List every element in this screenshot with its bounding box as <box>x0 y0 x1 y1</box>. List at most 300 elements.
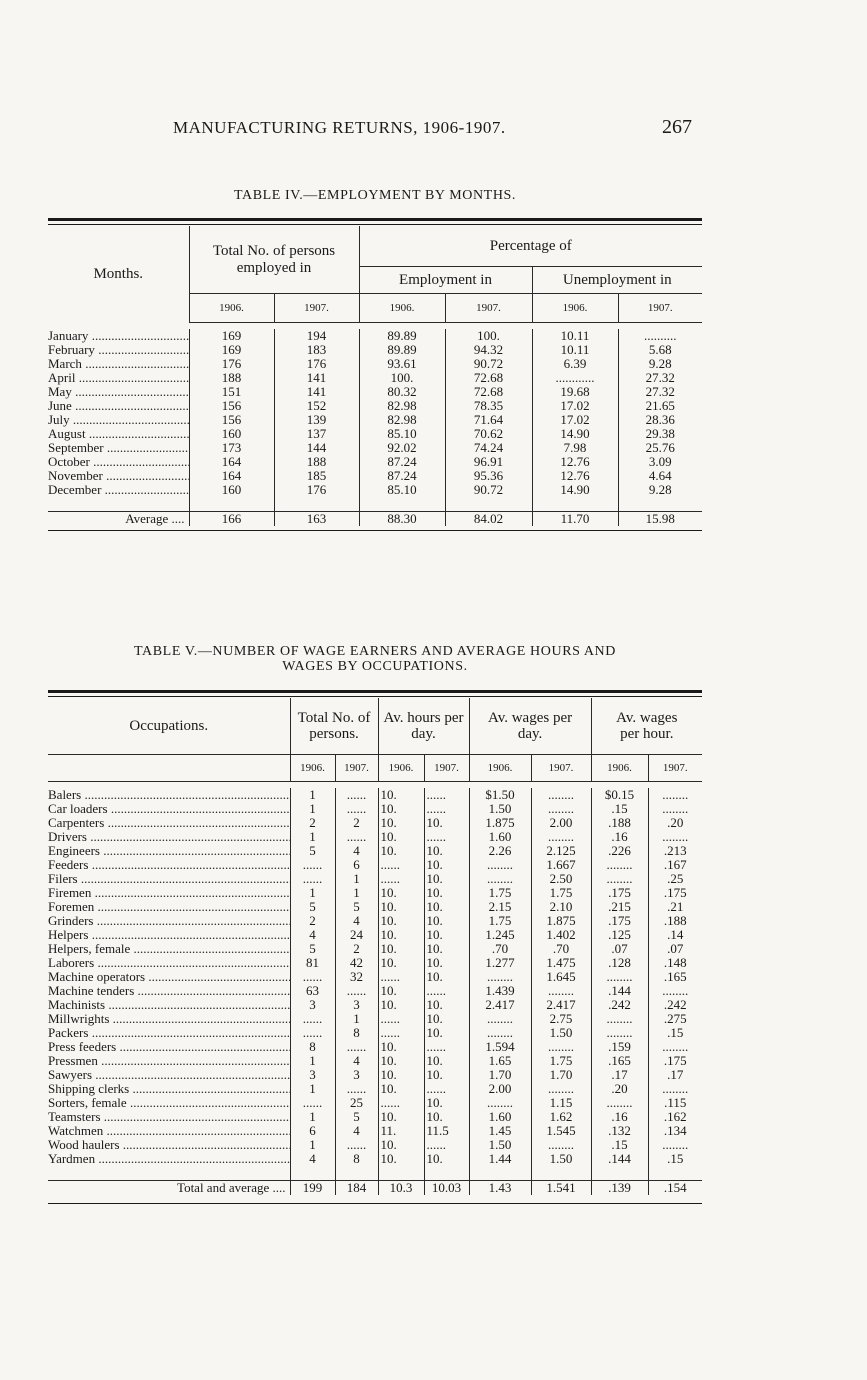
hours-1906-cell: 10. <box>378 886 424 900</box>
wages-day-1907-cell: 1.75 <box>531 886 591 900</box>
wages-day-1906-cell: 1.65 <box>469 1054 531 1068</box>
employment-1907-cell: 94.32 <box>445 343 532 357</box>
year-header: 1906. <box>591 755 648 782</box>
wages-day-1907-cell: 1.875 <box>531 914 591 928</box>
col-wages-per-hour: Av. wages per hour. <box>591 698 702 755</box>
persons-1907-cell: 8 <box>335 1152 378 1166</box>
wages-day-1907-cell: 1.75 <box>531 1054 591 1068</box>
wages-hour-1906-cell: .125 <box>591 928 648 942</box>
year-header: 1907. <box>424 755 469 782</box>
wages-day-1907-cell: 1.15 <box>531 1096 591 1110</box>
employment-1906-cell: 92.02 <box>359 441 445 455</box>
wages-hour-1907-cell: .242 <box>648 998 702 1012</box>
occupation-row <box>48 1138 702 1152</box>
wages-hour-1907-cell: .15 <box>648 1026 702 1040</box>
unemployment-1907-cell: 3.09 <box>618 455 702 469</box>
hours-1906-cell: 10. <box>378 942 424 956</box>
month-row <box>48 357 702 371</box>
wages-hour-1906-cell: ........ <box>591 1026 648 1040</box>
hours-1907-cell: 10. <box>424 1096 469 1110</box>
persons-1907-cell: ...... <box>335 802 378 816</box>
occupation-name: Car loaders ..... <box>48 802 290 816</box>
occupation-row <box>48 844 702 858</box>
persons-1907-cell: 5 <box>335 1110 378 1124</box>
wages-day-1906-cell: 2.00 <box>469 1082 531 1096</box>
table4-top-rule <box>48 218 702 221</box>
persons-1906-cell: 2 <box>290 914 335 928</box>
occupation-row <box>48 802 702 816</box>
occupation-row <box>48 886 702 900</box>
wages-day-1907-cell: 1.70 <box>531 1068 591 1082</box>
month-name: May ..... <box>48 385 189 399</box>
occupation-name: Yardmen ..... <box>48 1152 290 1166</box>
occupation-name: Foremen ..... <box>48 900 290 914</box>
wages-hour-1907-cell: .167 <box>648 858 702 872</box>
running-title: MANUFACTURING RETURNS, 1906-1907. <box>173 118 506 137</box>
persons-1907-cell: ...... <box>335 788 378 802</box>
wages-hour-1907-cell: .134 <box>648 1124 702 1138</box>
employment-1906-cell: 85.10 <box>359 427 445 441</box>
persons-1906-cell: 5 <box>290 900 335 914</box>
persons-1906-cell: 8 <box>290 1040 335 1054</box>
average-total-1906: 166 <box>189 512 274 527</box>
occupation-row <box>48 928 702 942</box>
wages-hour-1907-cell: .15 <box>648 1152 702 1166</box>
occupation-name: Grinders ..... <box>48 914 290 928</box>
persons-1906-cell: 4 <box>290 928 335 942</box>
total-1906-cell: 156 <box>189 399 274 413</box>
wages-hour-1906-cell: .144 <box>591 1152 648 1166</box>
wages-day-1907-cell: 2.10 <box>531 900 591 914</box>
wages-hour-1907-cell: .14 <box>648 928 702 942</box>
unemployment-1907-cell: 29.38 <box>618 427 702 441</box>
wages-hour-1906-cell: ........ <box>591 1096 648 1110</box>
occupation-name: Teamsters ..... <box>48 1110 290 1124</box>
total-wages-day-1907: 1.541 <box>531 1181 591 1196</box>
wages-hour-1906-cell: .215 <box>591 900 648 914</box>
wages-day-1906-cell: 1.875 <box>469 816 531 830</box>
wages-hour-1907-cell: .165 <box>648 970 702 984</box>
year-header: 1906. <box>378 755 424 782</box>
wages-day-1907-cell: 1.645 <box>531 970 591 984</box>
wages-hour-1907-cell: ........ <box>648 788 702 802</box>
wages-hour-1906-cell: $0.15 <box>591 788 648 802</box>
table5 <box>48 698 702 1204</box>
wages-hour-1907-cell: .275 <box>648 1012 702 1026</box>
col-total-persons: Total No. of persons. <box>290 698 378 755</box>
persons-1907-cell: ...... <box>335 1040 378 1054</box>
wages-hour-1906-cell: .15 <box>591 1138 648 1152</box>
unemployment-1906-cell: 14.90 <box>532 427 618 441</box>
month-row <box>48 483 702 497</box>
col-percentage: Percentage of <box>359 226 702 267</box>
hours-1907-cell: 10. <box>424 1068 469 1082</box>
wages-hour-1907-cell: .148 <box>648 956 702 970</box>
wages-day-1907-cell: 1.475 <box>531 956 591 970</box>
employment-1907-cell: 71.64 <box>445 413 532 427</box>
hours-1906-cell: 10. <box>378 1138 424 1152</box>
occupation-row <box>48 914 702 928</box>
hours-1907-cell: ...... <box>424 788 469 802</box>
occupation-row <box>48 998 702 1012</box>
wages-hour-1907-cell: ........ <box>648 1138 702 1152</box>
wages-day-1907-cell: ........ <box>531 830 591 844</box>
hours-1906-cell: ...... <box>378 1026 424 1040</box>
wages-day-1906-cell: 1.60 <box>469 1110 531 1124</box>
unemployment-1906-cell: 7.98 <box>532 441 618 455</box>
table4 <box>48 226 702 531</box>
unemployment-1907-cell: .......... <box>618 329 702 343</box>
col-occupations: Occupations. <box>129 717 209 734</box>
persons-1907-cell: ...... <box>335 1082 378 1096</box>
wages-hour-1906-cell: .175 <box>591 886 648 900</box>
persons-1906-cell: ...... <box>290 1096 335 1110</box>
persons-1907-cell: 4 <box>335 844 378 858</box>
unemployment-1906-cell: 10.11 <box>532 343 618 357</box>
employment-1906-cell: 87.24 <box>359 469 445 483</box>
occupation-name: Filers ..... <box>48 872 290 886</box>
unemployment-1907-cell: 27.32 <box>618 371 702 385</box>
running-head <box>0 116 867 146</box>
wages-hour-1906-cell: .188 <box>591 816 648 830</box>
hours-1906-cell: 10. <box>378 816 424 830</box>
unemployment-1907-cell: 5.68 <box>618 343 702 357</box>
persons-1906-cell: 6 <box>290 1124 335 1138</box>
month-name: January ..... <box>48 329 189 343</box>
persons-1906-cell: ...... <box>290 1012 335 1026</box>
occupation-row <box>48 1082 702 1096</box>
wages-hour-1906-cell: ........ <box>591 858 648 872</box>
hours-1906-cell: 10. <box>378 998 424 1012</box>
employment-1907-cell: 74.24 <box>445 441 532 455</box>
wages-hour-1907-cell: .21 <box>648 900 702 914</box>
employment-1906-cell: 87.24 <box>359 455 445 469</box>
wages-hour-1906-cell: .242 <box>591 998 648 1012</box>
hours-1907-cell: ...... <box>424 984 469 998</box>
hours-1907-cell: ...... <box>424 1138 469 1152</box>
occupation-row <box>48 1110 702 1124</box>
hours-1907-cell: 10. <box>424 1012 469 1026</box>
occupation-row <box>48 1026 702 1040</box>
persons-1906-cell: 1 <box>290 1082 335 1096</box>
hours-1906-cell: 10. <box>378 788 424 802</box>
wages-hour-1907-cell: .20 <box>648 816 702 830</box>
year-header: 1907. <box>335 755 378 782</box>
average-unemployment-1906: 11.70 <box>532 512 618 527</box>
wages-day-1907-cell: 2.50 <box>531 872 591 886</box>
unemployment-1907-cell: 27.32 <box>618 385 702 399</box>
persons-1907-cell: 6 <box>335 858 378 872</box>
hours-1907-cell: 10. <box>424 1110 469 1124</box>
col-total-persons: Total No. of persons employed in <box>189 226 359 294</box>
month-name: July ..... <box>48 413 189 427</box>
total-1906-cell: 156 <box>189 413 274 427</box>
hours-1907-cell: 10. <box>424 1152 469 1166</box>
hours-1907-cell: 10. <box>424 928 469 942</box>
persons-1906-cell: 1 <box>290 1110 335 1124</box>
table4-top-rule-thin <box>48 224 702 225</box>
year-header: 1907. <box>274 294 359 323</box>
occupation-name: Sorters, female ..... <box>48 1096 290 1110</box>
total-1907-cell: 141 <box>274 371 359 385</box>
total-1906-cell: 176 <box>189 357 274 371</box>
persons-1906-cell: ...... <box>290 1026 335 1040</box>
month-name: April ..... <box>48 371 189 385</box>
wages-day-1906-cell: ........ <box>469 872 531 886</box>
average-unemployment-1907: 15.98 <box>618 512 702 527</box>
wages-day-1906-cell: 2.26 <box>469 844 531 858</box>
occupation-name: Packers ..... <box>48 1026 290 1040</box>
persons-1906-cell: 5 <box>290 942 335 956</box>
wages-hour-1906-cell: .144 <box>591 984 648 998</box>
month-name: October ..... <box>48 455 189 469</box>
year-header: 1906. <box>359 294 445 323</box>
occupation-name: Machine tenders ..... <box>48 984 290 998</box>
wages-day-1906-cell: 1.594 <box>469 1040 531 1054</box>
month-name: November ..... <box>48 469 189 483</box>
wages-day-1906-cell: 1.439 <box>469 984 531 998</box>
month-row <box>48 413 702 427</box>
hours-1907-cell: 11.5 <box>424 1124 469 1138</box>
year-header: 1906. <box>532 294 618 323</box>
wages-day-1907-cell: ........ <box>531 1040 591 1054</box>
total-1907-cell: 188 <box>274 455 359 469</box>
month-row <box>48 469 702 483</box>
total-1906-cell: 164 <box>189 469 274 483</box>
hours-1907-cell: 10. <box>424 942 469 956</box>
wages-hour-1906-cell: .07 <box>591 942 648 956</box>
wages-hour-1906-cell: ........ <box>591 1012 648 1026</box>
persons-1907-cell: 24 <box>335 928 378 942</box>
occupation-row <box>48 1152 702 1166</box>
hours-1907-cell: 10. <box>424 900 469 914</box>
table5-top-rule <box>48 690 702 693</box>
occupation-name: Wood haulers ..... <box>48 1138 290 1152</box>
total-1906-cell: 164 <box>189 455 274 469</box>
unemployment-1906-cell: 17.02 <box>532 399 618 413</box>
total-wages-day-1906: 1.43 <box>469 1181 531 1196</box>
wages-hour-1906-cell: .128 <box>591 956 648 970</box>
unemployment-1906-cell: 10.11 <box>532 329 618 343</box>
persons-1906-cell: 63 <box>290 984 335 998</box>
total-1907-cell: 176 <box>274 357 359 371</box>
unemployment-1907-cell: 9.28 <box>618 483 702 497</box>
hours-1906-cell: 10. <box>378 900 424 914</box>
total-1906-cell: 169 <box>189 329 274 343</box>
employment-1907-cell: 96.91 <box>445 455 532 469</box>
unemployment-1906-cell: 14.90 <box>532 483 618 497</box>
wages-hour-1906-cell: .20 <box>591 1082 648 1096</box>
total-1907-cell: 141 <box>274 385 359 399</box>
occupation-name: Helpers ..... <box>48 928 290 942</box>
table4-title: TABLE IV.—EMPLOYMENT BY MONTHS. <box>233 188 517 203</box>
wages-day-1907-cell: ........ <box>531 1138 591 1152</box>
year-header: 1907. <box>618 294 702 323</box>
occupation-row <box>48 858 702 872</box>
total-1907-cell: 176 <box>274 483 359 497</box>
unemployment-1907-cell: 4.64 <box>618 469 702 483</box>
hours-1906-cell: 10. <box>378 1152 424 1166</box>
hours-1907-cell: ...... <box>424 1040 469 1054</box>
wages-day-1906-cell: ........ <box>469 1026 531 1040</box>
total-1907-cell: 185 <box>274 469 359 483</box>
month-row <box>48 371 702 385</box>
wages-day-1907-cell: 1.62 <box>531 1110 591 1124</box>
occupation-row <box>48 816 702 830</box>
total-1906-cell: 151 <box>189 385 274 399</box>
employment-1906-cell: 82.98 <box>359 413 445 427</box>
hours-1906-cell: ...... <box>378 858 424 872</box>
employment-1906-cell: 82.98 <box>359 399 445 413</box>
wages-hour-1907-cell: .175 <box>648 1054 702 1068</box>
wages-day-1907-cell: 2.125 <box>531 844 591 858</box>
month-name: March ..... <box>48 357 189 371</box>
hours-1907-cell: 10. <box>424 844 469 858</box>
unemployment-1907-cell: 21.65 <box>618 399 702 413</box>
wages-hour-1907-cell: .162 <box>648 1110 702 1124</box>
wages-hour-1906-cell: .132 <box>591 1124 648 1138</box>
year-header: 1906. <box>469 755 531 782</box>
col-months: Months. <box>93 265 144 282</box>
persons-1906-cell: ...... <box>290 858 335 872</box>
occupation-name: Watchmen ..... <box>48 1124 290 1138</box>
table5-title-line2: WAGES BY OCCUPATIONS. <box>282 659 468 674</box>
wages-hour-1906-cell: .15 <box>591 802 648 816</box>
wages-day-1906-cell: $1.50 <box>469 788 531 802</box>
occupation-row <box>48 1040 702 1054</box>
persons-1907-cell: 1 <box>335 1012 378 1026</box>
col-employment: Employment in <box>359 267 532 294</box>
average-label: Average .... <box>48 512 189 527</box>
persons-1907-cell: 5 <box>335 900 378 914</box>
hours-1906-cell: 10. <box>378 956 424 970</box>
employment-1907-cell: 72.68 <box>445 371 532 385</box>
persons-1907-cell: 4 <box>335 1054 378 1068</box>
table5-title-line1: TABLE V.—NUMBER OF WAGE EARNERS AND AVERAGE HOURS AND <box>134 644 616 659</box>
employment-1906-cell: 100. <box>359 371 445 385</box>
month-row <box>48 329 702 343</box>
wages-hour-1907-cell: .07 <box>648 942 702 956</box>
month-name: June ..... <box>48 399 189 413</box>
wages-hour-1906-cell: .17 <box>591 1068 648 1082</box>
wages-day-1906-cell: 1.45 <box>469 1124 531 1138</box>
wages-day-1906-cell: ........ <box>469 858 531 872</box>
total-1907-cell: 194 <box>274 329 359 343</box>
unemployment-1907-cell: 28.36 <box>618 413 702 427</box>
occupation-row <box>48 872 702 886</box>
wages-day-1907-cell: 2.00 <box>531 816 591 830</box>
employment-1907-cell: 70.62 <box>445 427 532 441</box>
wages-day-1907-cell: 1.545 <box>531 1124 591 1138</box>
col-hours-per-day: Av. hours per day. <box>378 698 469 755</box>
wages-hour-1907-cell: .213 <box>648 844 702 858</box>
persons-1906-cell: 3 <box>290 998 335 1012</box>
total-1907-cell: 152 <box>274 399 359 413</box>
persons-1907-cell: 8 <box>335 1026 378 1040</box>
occupation-name: Helpers, female ..... <box>48 942 290 956</box>
wages-hour-1907-cell: .115 <box>648 1096 702 1110</box>
hours-1906-cell: 10. <box>378 844 424 858</box>
persons-1907-cell: 2 <box>335 816 378 830</box>
employment-1907-cell: 72.68 <box>445 385 532 399</box>
table5-total-row <box>48 1181 702 1196</box>
hours-1906-cell: 11. <box>378 1124 424 1138</box>
total-1906-cell: 188 <box>189 371 274 385</box>
hours-1907-cell: 10. <box>424 816 469 830</box>
hours-1907-cell: 10. <box>424 970 469 984</box>
wages-day-1907-cell: ........ <box>531 802 591 816</box>
unemployment-1907-cell: 9.28 <box>618 357 702 371</box>
table5-title <box>48 644 702 674</box>
total-1906-cell: 160 <box>189 427 274 441</box>
month-row <box>48 441 702 455</box>
wages-hour-1906-cell: .159 <box>591 1040 648 1054</box>
hours-1907-cell: 10. <box>424 1026 469 1040</box>
occupation-row <box>48 942 702 956</box>
wages-day-1907-cell: 2.75 <box>531 1012 591 1026</box>
persons-1906-cell: 1 <box>290 1054 335 1068</box>
hours-1906-cell: ...... <box>378 970 424 984</box>
wages-day-1907-cell: 1.50 <box>531 1026 591 1040</box>
month-row <box>48 385 702 399</box>
employment-1906-cell: 85.10 <box>359 483 445 497</box>
occupation-name: Sawyers ..... <box>48 1068 290 1082</box>
employment-1906-cell: 93.61 <box>359 357 445 371</box>
wages-day-1906-cell: ........ <box>469 1012 531 1026</box>
employment-1907-cell: 90.72 <box>445 357 532 371</box>
occupation-name: Pressmen ..... <box>48 1054 290 1068</box>
wages-hour-1907-cell: ........ <box>648 1082 702 1096</box>
persons-1907-cell: ...... <box>335 830 378 844</box>
page-number: 267 <box>662 116 692 138</box>
total-persons-1907: 184 <box>335 1181 378 1196</box>
persons-1907-cell: 42 <box>335 956 378 970</box>
occupation-row <box>48 984 702 998</box>
occupation-row <box>48 900 702 914</box>
month-row <box>48 399 702 413</box>
employment-1906-cell: 89.89 <box>359 343 445 357</box>
persons-1907-cell: 25 <box>335 1096 378 1110</box>
wages-hour-1906-cell: ........ <box>591 970 648 984</box>
hours-1906-cell: 10. <box>378 914 424 928</box>
average-employment-1907: 84.02 <box>445 512 532 527</box>
employment-1907-cell: 100. <box>445 329 532 343</box>
occupation-row <box>48 956 702 970</box>
persons-1907-cell: 4 <box>335 914 378 928</box>
employment-1906-cell: 80.32 <box>359 385 445 399</box>
year-header: 1907. <box>445 294 532 323</box>
month-name: February ..... <box>48 343 189 357</box>
persons-1907-cell: ...... <box>335 1138 378 1152</box>
persons-1906-cell: 1 <box>290 886 335 900</box>
persons-1906-cell: 5 <box>290 844 335 858</box>
wages-day-1906-cell: 1.245 <box>469 928 531 942</box>
occupation-name: Machinists ..... <box>48 998 290 1012</box>
average-employment-1906: 88.30 <box>359 512 445 527</box>
persons-1906-cell: ...... <box>290 872 335 886</box>
occupation-row <box>48 1068 702 1082</box>
employment-1907-cell: 95.36 <box>445 469 532 483</box>
unemployment-1906-cell: 12.76 <box>532 455 618 469</box>
persons-1906-cell: 81 <box>290 956 335 970</box>
year-header: 1907. <box>531 755 591 782</box>
occupation-row <box>48 830 702 844</box>
month-row <box>48 427 702 441</box>
total-1906-cell: 173 <box>189 441 274 455</box>
hours-1906-cell: ...... <box>378 1096 424 1110</box>
persons-1907-cell: 1 <box>335 872 378 886</box>
hours-1907-cell: ...... <box>424 802 469 816</box>
